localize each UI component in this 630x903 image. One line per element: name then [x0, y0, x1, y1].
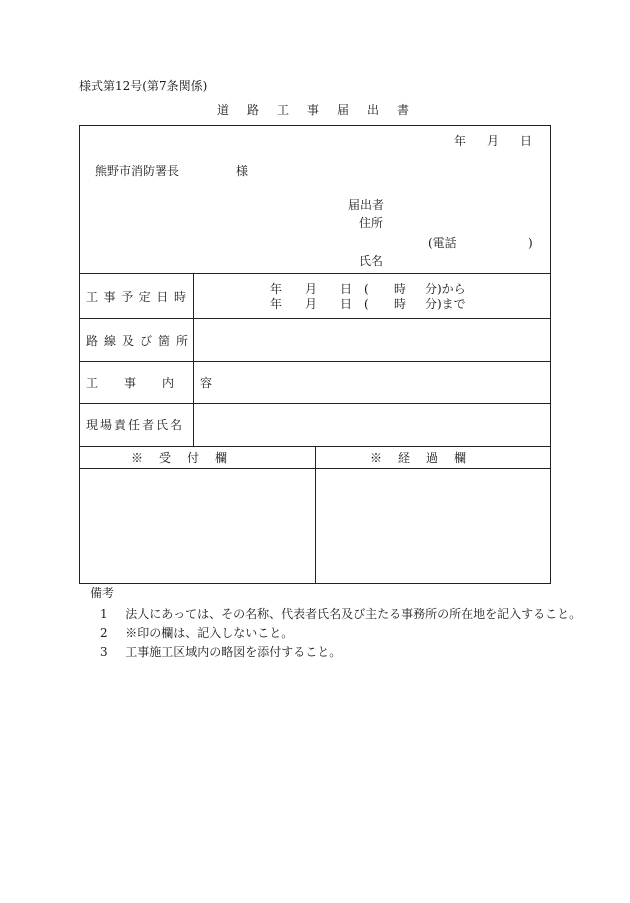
divider-content: [79, 403, 551, 404]
schedule-label-char: 事: [103, 290, 116, 304]
form-number: 様式第12号(第7条関係): [79, 79, 208, 93]
schedule-label-char: 日: [156, 290, 169, 304]
note-text: 工事施工区域内の略図を添付すること。: [125, 645, 342, 659]
note-1: [100, 607, 581, 621]
supervisor-label: 現場責任者氏名: [86, 418, 185, 432]
form-page: 様式第12号(第7条関係) 道路工事届出書 年 月 日 熊野市消防署長 様 届出者 住所 (電話 ) 氏名 工 事 予 定 日 時 年 月 日 ( 時 分)から 年 月 日 ( 時 分)まで 路線及び箇所 工事内容 現場責任者氏名 ※受付欄 ※経過欄 備考 1 法人にあっては、その名称、代表者氏名及び主たる事務所の所在地を記入すること。 2 ※印の欄は、記入しないこと。 3 工事施工区域内の略図を添付すること。: [79, 79, 582, 659]
date-line: [454, 134, 532, 148]
divider-header: [79, 273, 551, 274]
date-month: 月: [486, 134, 499, 148]
notes-heading: 備考: [90, 586, 115, 600]
date-day: 日: [519, 134, 532, 148]
note-number: 2: [100, 626, 108, 640]
address-label: 住所: [359, 216, 384, 230]
recipient: 熊野市消防署長: [95, 164, 180, 178]
name-label: 氏名: [359, 254, 384, 268]
progress-column-header: ※経過欄: [370, 451, 483, 465]
honorific: 様: [236, 164, 249, 178]
note-number: 1: [100, 607, 108, 621]
note-2: [100, 626, 293, 640]
note-number: 3: [100, 645, 108, 659]
schedule-label-char: 工: [86, 290, 99, 304]
divider-route: [79, 361, 551, 362]
route-label: 路線及び箇所: [86, 334, 195, 348]
schedule-label-char: 定: [138, 290, 151, 304]
note-3: [100, 645, 341, 659]
schedule-label-char: 時: [173, 290, 186, 304]
phone-close: ): [528, 236, 533, 250]
label-column-divider: [193, 273, 194, 446]
columns-divider: [315, 446, 316, 584]
applicant-label: 届出者: [348, 198, 385, 212]
reception-column-header: ※受付欄: [131, 451, 244, 465]
schedule-label: [86, 290, 186, 304]
document-title: 道路工事届出書: [217, 103, 428, 117]
date-year: 年: [454, 134, 467, 148]
phone-open: (電話: [428, 236, 457, 250]
divider-schedule: [79, 318, 551, 319]
note-text: 法人にあっては、その名称、代表者氏名及び主たる事務所の所在地を記入すること。: [125, 607, 582, 621]
schedule-label-char: 予: [121, 290, 134, 304]
note-text: ※印の欄は、記入しないこと。: [125, 626, 294, 640]
content-label: 工事内容: [86, 376, 239, 390]
